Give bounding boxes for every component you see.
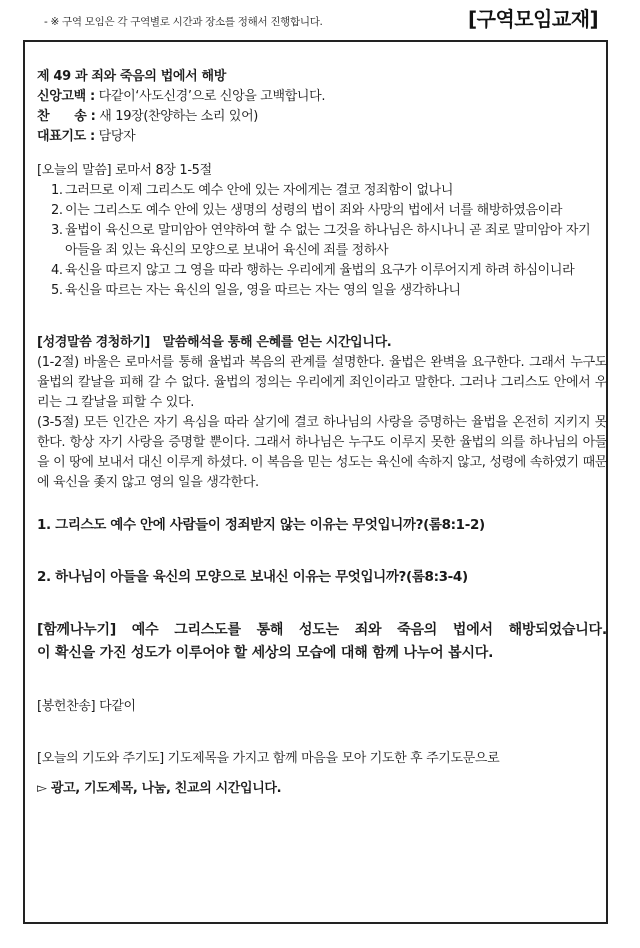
creed-value: 다같이‘사도신경’으로 신앙을 고백합니다. xyxy=(98,89,326,104)
hymn-row xyxy=(37,107,607,127)
offering-row xyxy=(37,697,607,717)
closing-prayer: [오늘의 기도와 주기도] 기도제목을 가지고 함께 마음을 모아 기도한 후 주기도문으로 xyxy=(37,751,500,766)
verse-text: 그러므로 이제 그리스도 예수 안에 있는 자에게는 결코 정죄함이 없나니 xyxy=(65,183,454,198)
listen-subtitle: 말씀해석을 통해 은혜를 얻는 시간입니다. xyxy=(162,335,392,350)
verse-number: 5. xyxy=(51,283,63,298)
offering-value: 다같이 xyxy=(99,699,136,714)
share-line-2: 이 확신을 가진 성도가 이루어야 할 세상의 모습에 대해 함께 나누어 봅시다. xyxy=(37,645,494,661)
verse-item xyxy=(51,221,607,261)
lesson-title: 제 49 과 죄와 죽음의 법에서 해방 xyxy=(37,69,226,84)
word-reference: 로마서 8장 1-5절 xyxy=(115,163,212,178)
question-1: 1. 그리스도 예수 안에 사람들이 정죄받지 않는 이유는 무엇입니까?(롬8:1-2) xyxy=(37,517,485,533)
verse-number: 4. xyxy=(51,263,63,278)
listen-label: [성경말씀 경청하기] xyxy=(37,335,151,350)
word-label: [오늘의 말씀] xyxy=(37,163,112,178)
offering-label: [봉헌찬송] xyxy=(37,699,96,714)
verse-item xyxy=(51,261,607,281)
hymn-value: 새 19장(찬양하는 소리 있어) xyxy=(99,109,259,124)
prayer-label: 대표기도 : xyxy=(37,129,95,144)
commentary-paragraph-1: (1-2절) 바울은 로마서를 통해 율법과 복음의 관계를 설명한다. 율법은 완벽을 요구한다. 그래서 누구도 율법의 칼날을 피해 갈 수 없다. 율법의 정의는 우리에게 죄인이라고 말한다. 그러나 그리스도 안에서 우리는 그 칼날을 피할 수 있다. xyxy=(37,355,607,410)
verse-text: 이는 그리스도 예수 안에 있는 생명의 성령의 법이 죄와 사망의 법에서 너를 해방하였음이라 xyxy=(65,203,563,218)
commentary-paragraph-2: (3-5절) 모든 인간은 자기 욕심을 따라 살기에 결코 하나님의 사랑을 증명하는 율법을 온전히 지키지 못한다. 항상 자기 사랑을 증명할 뿐이다. 그래서 하나님은 누구도 이루지 못한 율법의 의를 하나님의 아들을 이 땅에 보내서 대신 이루게 하셨다. 이 복음을 믿는 성도는 육신에 속하지 않고, 성령에 속하였기 때문에 육신을 좇지 않고 영의 일을 생각한다. xyxy=(37,415,607,490)
verse-text: 육신을 따르는 자는 육신의 일을, 영을 따르는 자는 영의 일을 생각하나니 xyxy=(65,283,461,298)
verse-text: 육신을 따르지 않고 그 영을 따라 행하는 우리에게 율법의 요구가 이루어지게 하려 하심이니라 xyxy=(65,263,575,278)
verse-item xyxy=(51,281,607,301)
verse-number: 2. xyxy=(51,203,63,218)
prayer-row xyxy=(37,127,607,147)
top-note: - ※ 구역 모임은 각 구역별로 시간과 장소를 정해서 진행합니다. xyxy=(44,16,323,28)
share-section xyxy=(37,619,607,665)
closing-announcement: ▻ 광고, 기도제목, 나눔, 친교의 시간입니다. xyxy=(37,781,282,796)
creed-label: 신앙고백 : xyxy=(37,89,95,104)
word-header xyxy=(37,161,607,181)
verse-text: 율법이 육신으로 말미암아 연약하여 할 수 없는 그것을 하나님은 하시나니 곧 죄로 말미암아 자기 아들을 죄 있는 육신의 모양으로 보내어 육신에 죄를 정하사 xyxy=(65,223,591,258)
question-2: 2. 하나님이 아들을 육신의 모양으로 보내신 이유는 무엇입니까?(롬8:3-4) xyxy=(37,569,468,585)
verse-item xyxy=(51,181,607,201)
prayer-value: 담당자 xyxy=(98,129,136,144)
verse-number: 1. xyxy=(51,183,63,198)
listen-header xyxy=(37,333,607,353)
verse-number: 3. xyxy=(51,223,63,238)
material-badge: [구역모임교재] xyxy=(468,7,599,31)
hymn-label: 찬 송 : xyxy=(37,109,96,124)
creed-row xyxy=(37,87,607,107)
verse-list xyxy=(37,181,607,301)
lesson-content xyxy=(37,67,607,799)
share-line-1: [함께나누기] 예수 그리스도를 통해 성도는 죄와 죽음의 법에서 해방되었습니다. xyxy=(37,622,607,638)
verse-item xyxy=(51,201,607,221)
